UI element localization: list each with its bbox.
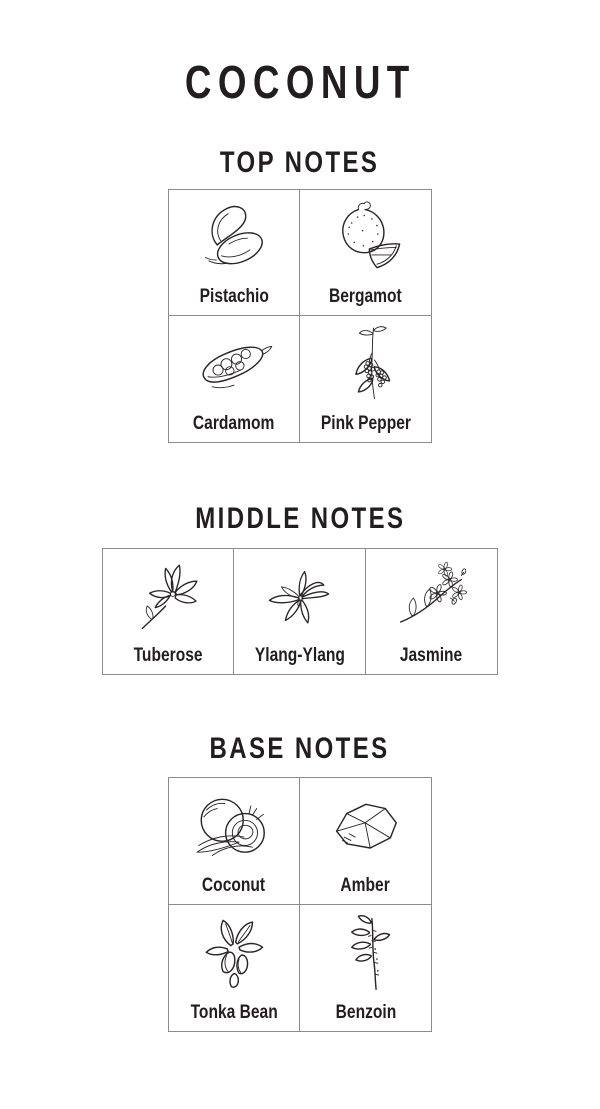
tonka-bean-icon [169,905,299,1004]
middle-notes-grid [102,548,498,675]
note-label: Tuberose [133,645,203,666]
amber-icon [300,778,431,876]
note-cell-tonka-bean [169,905,300,1032]
note-cell-cardamom [169,316,300,442]
note-cell-amber [300,778,431,905]
coconut-icon [169,778,299,876]
base-notes-grid [168,777,432,1032]
page-title [0,56,600,108]
note-label: Cardamom [193,413,275,434]
note-cell-pink-pepper [300,316,431,442]
note-label: Jasmine [400,645,463,666]
note-label: Benzoin [335,1002,396,1023]
note-label: Ylang-Ylang [254,645,345,666]
base-notes-heading: BASE NOTES [209,732,391,765]
note-cell-bergamot [300,190,431,316]
note-label: Amber [340,874,391,896]
middle-notes-heading: MIDDLE NOTES [194,502,406,535]
note-label: Pistachio [199,286,269,307]
note-label: Bergamot [329,286,402,307]
top-notes-grid [168,189,432,443]
pink-pepper-icon [300,316,431,414]
note-cell-jasmine [366,549,497,674]
note-label: Pink Pepper [320,413,411,434]
ylang-ylang-icon [234,549,364,646]
tuberose-icon [103,549,233,646]
note-label: Tonka Bean [190,1002,278,1023]
note-cell-pistachio [169,190,300,316]
note-label: Coconut [202,874,266,896]
top-notes-heading: TOP NOTES [220,146,380,179]
bergamot-icon [300,190,431,287]
note-cell-ylang-ylang [234,549,365,674]
cardamom-icon [169,316,299,414]
benzoin-icon [300,905,431,1004]
jasmine-icon [366,549,497,646]
note-cell-coconut [169,778,300,905]
note-cell-benzoin [300,905,431,1032]
note-cell-tuberose [103,549,234,674]
page-title-text: COCONUT [184,56,416,108]
pistachio-icon [169,190,299,287]
